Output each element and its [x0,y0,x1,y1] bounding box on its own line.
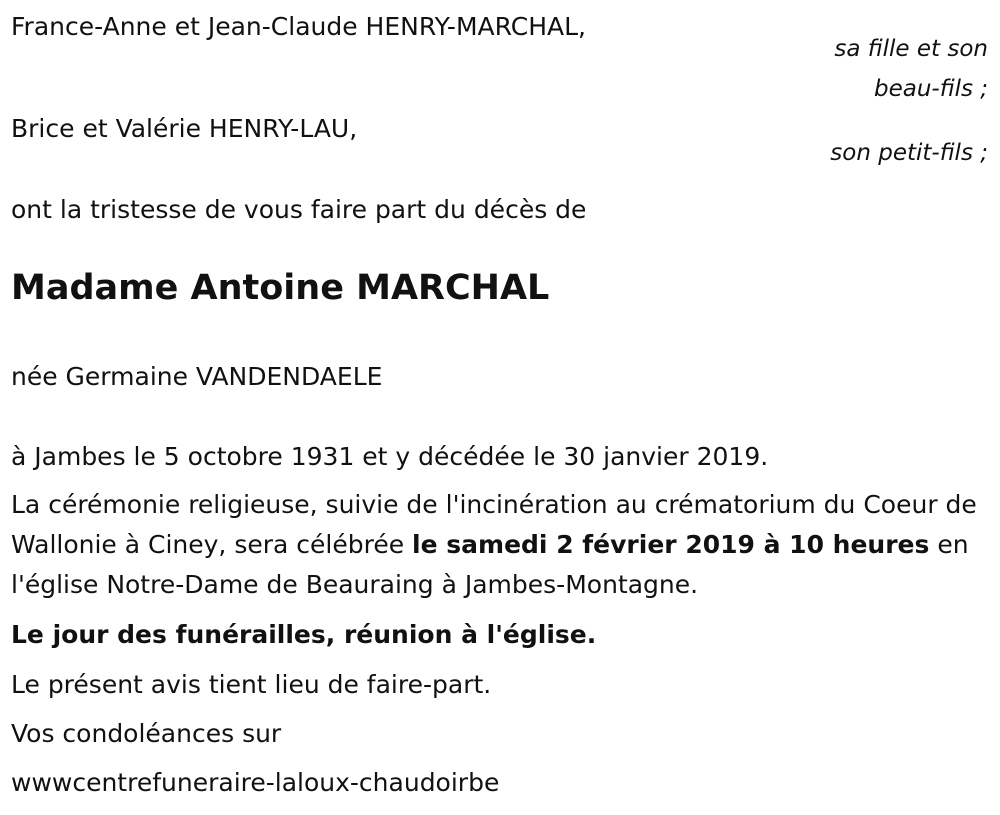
condolences-line: Vos condoléances sur [11,719,282,748]
grandson-relation-line: son petit-fils ; [830,140,988,166]
ceremony-paragraph [11,485,986,605]
daughter-relation-line-1: sa fille et son [834,36,988,62]
ceremony-date: le samedi 2 février 2019 à 10 heures [412,530,930,559]
deceased-name: Madame Antoine MARCHAL [11,268,550,308]
announcement-line: ont la tristesse de vous faire part du décès de [11,195,587,224]
ceremony-text-after: en l'église Notre-Dame de Beauraing à Jambes-Montagne. [11,530,969,599]
website-text: wwwcentrefuneraire-laloux-chaudoirbe [11,768,500,797]
daughter-relation-line-2: beau-fils ; [873,76,988,102]
ceremony-text-before: La cérémonie religieuse, suivie de l'incinération au crématorium du Coeur de Wallonie à Ciney, sera célébrée [11,490,977,559]
dates-line: à Jambes le 5 octobre 1931 et y décédée le 30 janvier 2019. [11,442,769,471]
birth-name-line: née Germaine VANDENDAELE [11,362,383,391]
notice-line: Le présent avis tient lieu de faire-part. [11,670,492,699]
grandson-family-line: Brice et Valérie HENRY-LAU, [11,114,358,143]
daughter-family-line: France-Anne et Jean-Claude HENRY-MARCHAL, [11,12,586,41]
meeting-line: Le jour des funérailles, réunion à l'église. [11,620,597,649]
